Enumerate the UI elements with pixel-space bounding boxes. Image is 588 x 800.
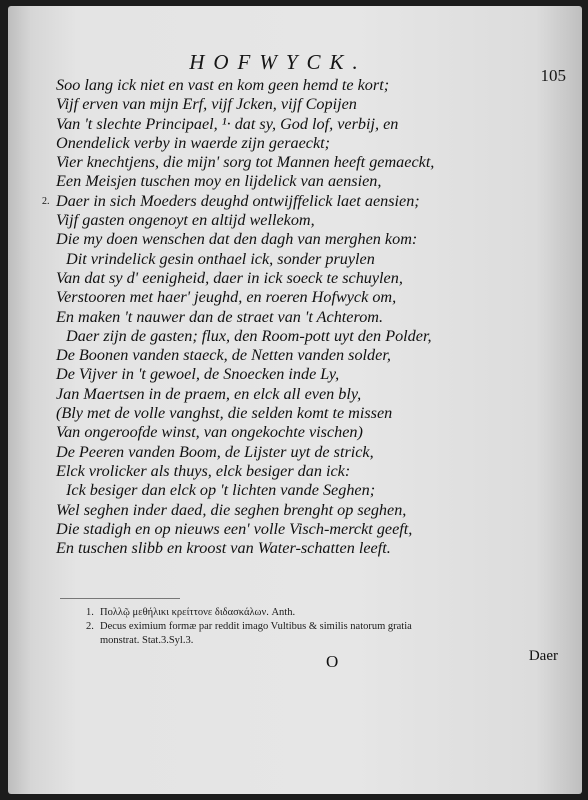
poem-line-5: Vier knechtjens, die mijn' sorg tot Mannen heeft gemaeckt, (56, 153, 435, 172)
book-page (8, 6, 582, 794)
poem-line-16: De Vijver in 't gewoel, de Snoecken inde Ly, (56, 365, 340, 384)
poem-line-2: Vijf erven van mijn Erf, vijf Jcken, vijf Copijen (56, 95, 357, 114)
footnote-2-continuation: monstrat. Stat.3.Syl.3. (100, 635, 194, 646)
poem-line-4: Onendelick verby in waerde zijn geraeckt; (56, 133, 331, 152)
poem-line-25: En tuschen slibb en kroost van Water-schatten leeft. (56, 539, 391, 558)
footnote-marker: 2. (42, 195, 50, 207)
signature-mark: O (326, 652, 339, 671)
footnote-divider (60, 598, 180, 599)
poem-line-24: Die stadigh en op nieuws een' volle Visch-merckt geeft, (56, 519, 413, 538)
poem-line-10: Dit vrindelick gesin onthael ick, sonder pruylen (66, 249, 375, 268)
poem-line-13: En maken 't nauwer dan de straet van 't Achterom. (56, 307, 384, 326)
poem-line-8: Vijf gasten ongenoyt en altijd wellekom, (56, 211, 315, 230)
poem-line-11: Van dat sy d' eenigheid, daer in ick soeck te schuylen, (56, 268, 403, 287)
poem-line-7-text: Daer in sich Moeders deughd ontwijffelick laet aensien; (56, 191, 420, 210)
poem-line-17: Jan Maertsen in de praem, en elck all even bly, (56, 384, 362, 403)
poem-line-23: Wel seghen inder daed, die seghen brenght op seghen, (56, 500, 407, 519)
footnote-2 (86, 620, 556, 634)
poem-line-1: Soo lang ick niet en vast en kom geen hemd te kort; (56, 76, 390, 94)
poem-line-14: Daer zijn de gasten; flux, den Room-pott uyt den Polder, (66, 326, 432, 345)
running-title: HOFWYCK. (189, 50, 367, 74)
footnote-1 (86, 606, 556, 620)
poem-line-19: Van ongeroofde winst, van ongekochte vischen) (56, 423, 363, 442)
poem-line-3: Van 't slechte Principael, ¹· dat sy, God lof, verbij, en (56, 114, 399, 133)
footnote-1-text: Πολλῷ μεθήλικι κρείττονε διδασκάλων. Anth. (100, 607, 296, 618)
poem-line-20: De Peeren vanden Boom, de Lijster uyt de strick, (56, 442, 374, 461)
poem-line-7 (42, 191, 576, 211)
poem-line-15: De Boonen vanden staeck, de Netten vanden solder, (56, 346, 391, 365)
poem-text (42, 76, 576, 558)
footnote-1-number: 1. (86, 607, 94, 618)
footnote-2-number: 2. (86, 621, 94, 632)
catchword: Daer (528, 648, 558, 664)
poem-line-9: Die my doen wenschen dat den dagh van merghen kom: (56, 230, 418, 249)
poem-line-21: Elck vrolicker als thuys, elck besiger dan ick: (56, 461, 351, 480)
poem-line-12: Verstooren met haer' jeughd, en roeren Hofwyck om, (56, 288, 397, 307)
footnotes (86, 606, 556, 648)
poem-line-22: Ick besiger dan elck op 't lichten vande Seghen; (66, 481, 376, 500)
poem-line-6: Een Meisjen tuschen moy en lijdelick van aensien, (56, 172, 382, 191)
poem-line-18: (Bly met de volle vanghst, die selden komt te missen (56, 404, 393, 423)
footnote-2-text: Decus eximium formæ par reddit imago Vultibus & similis natorum gratia (100, 621, 412, 632)
page-number: 105 (540, 66, 566, 85)
